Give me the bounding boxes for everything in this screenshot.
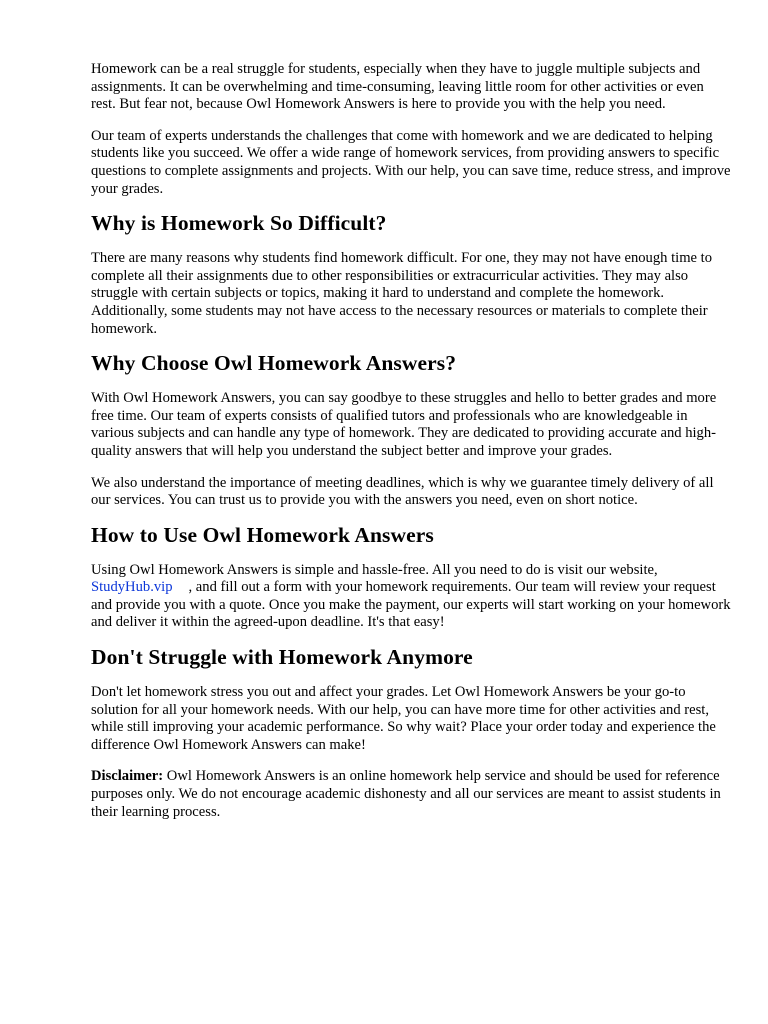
choose-paragraph-1: With Owl Homework Answers, you can say goodbye to these struggles and hello to better grades and more free time. Our team of experts consists of qualified tutors and professionals who are knowledgeable in various subjects and can handle any type of homework. They are dedicated to providing accurate and high-quality answers that will help you understand the subject better and improve your grades.	[91, 390, 717, 459]
intro-paragraph-1: Homework can be a real struggle for students, especially when they have to juggle multiple subjects and assignments. It can be overwhelming and time-consuming, leaving little room for other activities or even rest. But fear not, because Owl Homework Answers is here to provide you with the help you need.	[91, 61, 704, 113]
heading-how-to-use: How to Use Owl Homework Answers	[91, 522, 434, 547]
dont-paragraph: Don't let homework stress you out and affect your grades. Let Owl Homework Answers be your go-to solution for all your homework needs. With our help, you can have more time for other activities and rest, while still improving your academic performance. So why wait? Place your order today and experience the difference Owl Homework Answers can make!	[91, 684, 716, 753]
heading-why-choose: Why Choose Owl Homework Answers?	[91, 351, 457, 376]
document-page	[91, 61, 731, 835]
how-text-before: Using Owl Homework Answers is simple and hassle-free. All you need to do is visit our website,	[91, 561, 658, 578]
studyhub-link[interactable]: StudyHub.vip	[91, 579, 173, 596]
disclaimer-paragraph	[91, 768, 731, 821]
how-text-after: , and fill out a form with your homework requirements. Our team will review your request and provide you with a quote. Once you make the payment, our experts will start working on your homework and deliver it within the agreed-upon deadline. It's that easy!	[91, 579, 731, 631]
heading-why-difficult: Why is Homework So Difficult?	[91, 211, 387, 236]
disclaimer-label: Disclaimer:	[91, 768, 164, 785]
difficult-paragraph: There are many reasons why students find homework difficult. For one, they may not have enough time to complete all their assignments due to other responsibilities or extracurricular activities. They may also struggle with certain subjects or topics, making it hard to understand and complete the homework. Additionally, some students may not have access to the necessary resources or materials to complete their homework.	[91, 250, 713, 337]
disclaimer-text: Owl Homework Answers is an online homework help service and should be used for reference purposes only. We do not encourage academic dishonesty and all our services are meant to assist students in their learning process.	[91, 768, 721, 820]
how-paragraph	[91, 562, 731, 632]
choose-paragraph-2: We also understand the importance of meeting deadlines, which is why we guarantee timely delivery of all our services. You can trust us to provide you with the answers you need, even on short notice.	[91, 474, 714, 509]
heading-dont-struggle: Don't Struggle with Homework Anymore	[91, 645, 473, 670]
intro-paragraph-2: Our team of experts understands the challenges that come with homework and we are dedicated to helping students like you succeed. We offer a wide range of homework services, from providing answers to specific questions to complete assignments and projects. With our help, you can save time, reduce stress, and improve your grades.	[91, 127, 731, 197]
